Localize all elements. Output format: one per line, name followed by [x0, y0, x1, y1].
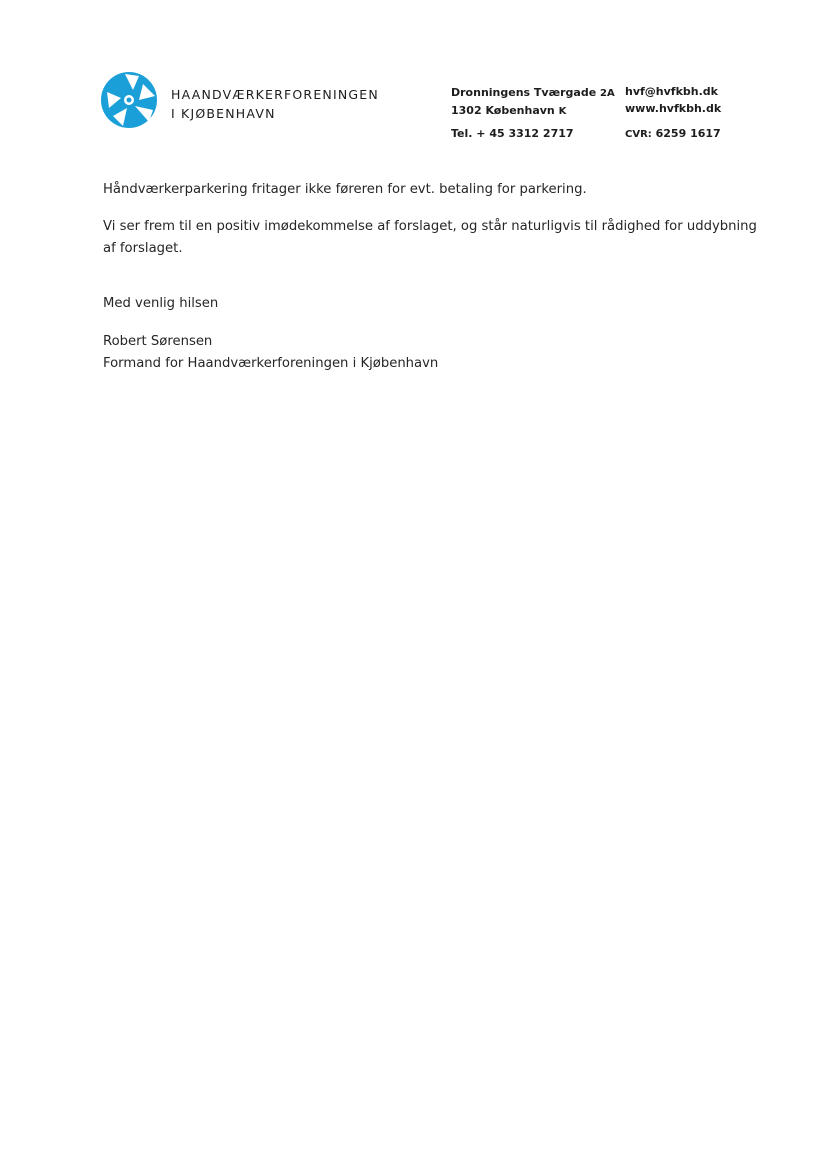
address-street: Dronningens Tværgade — [451, 86, 597, 99]
paragraph-parking — [103, 179, 723, 201]
org-name-line1: HAANDVÆRKERFORENINGEN — [171, 87, 379, 102]
organization-name — [171, 85, 379, 123]
phone-number: Tel. + 45 3312 2717 — [451, 127, 574, 140]
website-address: www.hvfkbh.dk — [625, 102, 722, 115]
address-district: K — [558, 106, 567, 117]
address-postcode-city: 1302 København — [451, 104, 555, 117]
cvr-value: 6259 1617 — [655, 127, 721, 140]
cvr-label: CVR: — [625, 129, 652, 140]
paragraph-proposal-line2: af forslaget. — [103, 240, 183, 256]
hvf-wheel-logo-icon — [99, 70, 159, 130]
signature-name: Robert Sørensen — [103, 334, 213, 349]
address-street-number: 2A — [600, 88, 615, 99]
cvr-number — [625, 125, 721, 143]
postal-address — [451, 84, 615, 120]
closing-greeting — [103, 293, 723, 315]
signature-title: Formand for Haandværkerforeningen i Kjøbenhavn — [103, 355, 439, 371]
paragraph-proposal-line1: Vi ser frem til en positiv imødekommelse af forslaget, og står naturligvis til rådighed for uddybning — [103, 219, 757, 234]
paragraph-proposal — [103, 216, 757, 259]
web-contact — [625, 83, 721, 117]
signature-block — [103, 331, 723, 374]
email-address: hvf@hvfkbh.dk — [625, 85, 718, 98]
closing-text: Med venlig hilsen — [103, 296, 219, 311]
org-name-line2: I KJØBENHAVN — [171, 106, 276, 121]
paragraph-parking-text: Håndværkerparkering fritager ikke føreren for evt. betaling for parkering. — [103, 182, 587, 197]
